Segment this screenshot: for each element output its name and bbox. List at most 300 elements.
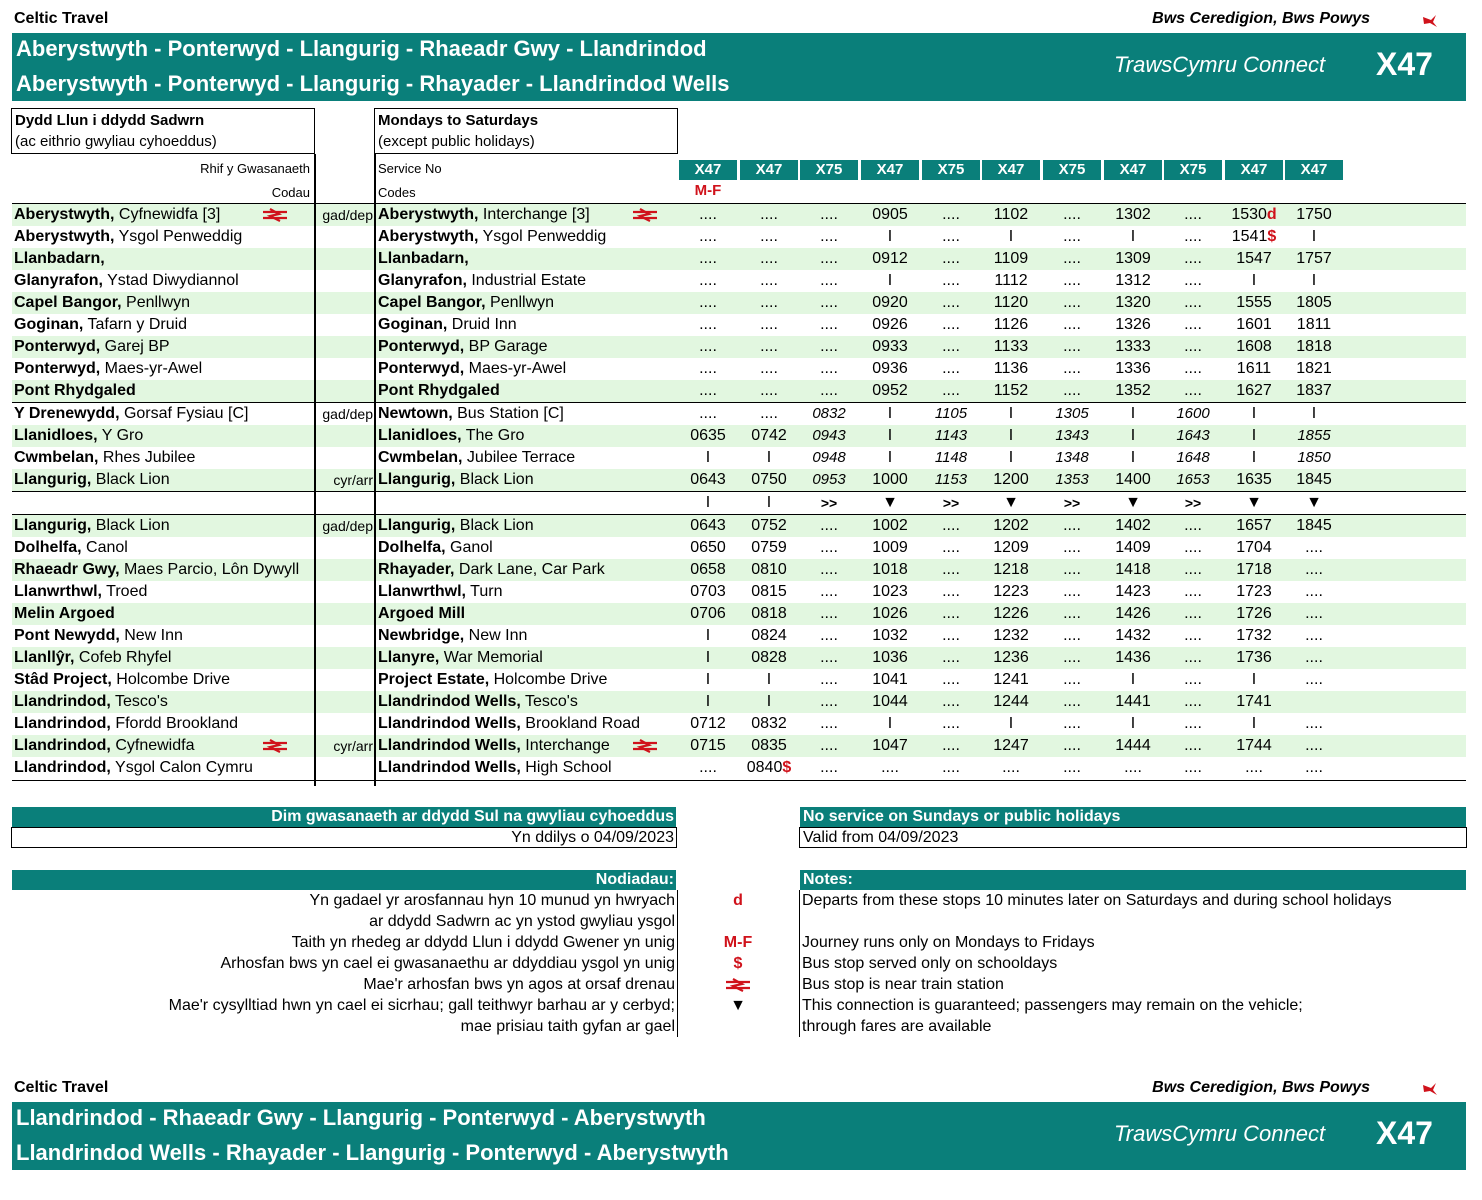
time-cell: 0759 xyxy=(751,539,787,556)
time-cell: .... xyxy=(1063,517,1081,534)
note-text-welsh: Yn gadael yr arosfannau hyn 10 munud yn hwryach xyxy=(309,892,675,909)
time-cell: 1744 xyxy=(1236,737,1272,754)
time-cell: 0835 xyxy=(751,737,787,754)
time-cell: .... xyxy=(942,649,960,666)
time-cell: I xyxy=(1130,405,1136,422)
time-cell: 1047 xyxy=(872,737,908,754)
time-cell: 0926 xyxy=(872,316,908,333)
service-number-4: X47 xyxy=(861,160,919,180)
stop-name-welsh: Cwmbelan, Rhes Jubilee xyxy=(14,449,196,466)
time-cell: .... xyxy=(1063,294,1081,311)
time-cell: .... xyxy=(942,206,960,223)
service-number-5: X75 xyxy=(922,160,980,180)
time-cell: I xyxy=(1130,715,1136,732)
time-cell: 1343 xyxy=(1055,427,1089,444)
service-number-3: X75 xyxy=(800,160,858,180)
time-cell: .... xyxy=(820,517,838,534)
time-cell: .... xyxy=(1184,649,1202,666)
stop-name-welsh: Llangurig, Black Lion xyxy=(14,517,170,534)
time-cell: 1837 xyxy=(1296,382,1332,399)
time-cell: 1845 xyxy=(1296,471,1332,488)
stop-name-welsh: Llanbadarn, xyxy=(14,250,105,267)
time-cell: .... xyxy=(760,405,778,422)
service-number-11: X47 xyxy=(1285,160,1343,180)
time-cell: .... xyxy=(699,338,717,355)
time-cell: .... xyxy=(1184,338,1202,355)
time-cell: 1109 xyxy=(993,250,1029,267)
time-cell: .... xyxy=(760,228,778,245)
time-cell: 1200 xyxy=(993,471,1029,488)
time-cell: .... xyxy=(1305,671,1323,688)
time-cell: 1426 xyxy=(1115,605,1151,622)
connection-symbol: >> xyxy=(1184,495,1202,511)
stop-row xyxy=(12,226,1466,248)
time-cell: I xyxy=(887,228,893,245)
stop-row xyxy=(12,537,1466,559)
time-cell: 1009 xyxy=(872,539,908,556)
time-cell: .... xyxy=(1184,715,1202,732)
time-cell: 0752 xyxy=(751,517,787,534)
stop-name-english: Newtown, Bus Station [C] xyxy=(378,405,564,422)
time-cell: .... xyxy=(942,693,960,710)
time-cell: 1400 xyxy=(1115,471,1151,488)
time-cell: I xyxy=(1311,228,1317,245)
stop-name-english: Llandrindod Wells, Brookland Road xyxy=(378,715,641,732)
time-cell: 1855 xyxy=(1297,427,1331,444)
days-english-subtitle: (except public holidays) xyxy=(378,133,535,150)
time-cell: .... xyxy=(1184,759,1202,776)
time-cell: .... xyxy=(820,272,838,289)
time-cell: I xyxy=(1008,715,1014,732)
time-cell: 1320 xyxy=(1115,294,1151,311)
journey-code: M-F xyxy=(694,182,722,199)
connection-symbol: >> xyxy=(1063,495,1081,511)
stop-name-english: Newbridge, New Inn xyxy=(378,627,528,644)
time-cell: .... xyxy=(820,737,838,754)
footer-route-title-welsh: Llandrindod - Rhaeadr Gwy - Llangurig - Ponterwyd - Aberystwyth xyxy=(16,1105,706,1130)
time-cell: .... xyxy=(820,382,838,399)
time-cell: I xyxy=(887,272,893,289)
time-cell: 1102 xyxy=(993,206,1029,223)
time-cell: 1805 xyxy=(1296,294,1332,311)
column-divider xyxy=(314,154,316,786)
time-cell: 0936 xyxy=(872,360,908,377)
stop-name-welsh: Llandrindod, Tesco's xyxy=(14,693,168,710)
time-cell: 0742 xyxy=(751,427,787,444)
time-cell: 1302 xyxy=(1115,206,1151,223)
time-cell: 1105 xyxy=(934,405,968,422)
stop-row xyxy=(12,469,1466,491)
note-text-welsh: Taith yn rhedeg ar ddydd Llun i ddydd Gwener yn unig xyxy=(291,934,675,951)
time-cell: .... xyxy=(699,228,717,245)
time-cell: 1541$ xyxy=(1231,228,1277,245)
time-cell: 1432 xyxy=(1115,627,1151,644)
time-cell: .... xyxy=(760,294,778,311)
time-cell: .... xyxy=(1305,715,1323,732)
time-cell: I xyxy=(766,671,772,688)
time-cell: 0828 xyxy=(751,649,787,666)
valid-from-english: Valid from 04/09/2023 xyxy=(799,827,1467,848)
note-text-english: This connection is guaranteed; passengers may remain on the vehicle; xyxy=(802,997,1303,1014)
time-cell: 1818 xyxy=(1296,338,1332,355)
stop-row xyxy=(12,314,1466,336)
time-cell: .... xyxy=(1305,737,1323,754)
dep-arr-label: cyr/arr xyxy=(333,472,373,488)
stop-row xyxy=(12,757,1466,779)
time-cell: I xyxy=(705,693,711,710)
stop-row xyxy=(12,647,1466,669)
stop-row xyxy=(12,713,1466,735)
time-cell: I xyxy=(1251,427,1257,444)
service-number-7: X75 xyxy=(1043,160,1101,180)
dep-arr-label: gad/dep xyxy=(322,406,373,422)
stop-row xyxy=(12,403,1466,425)
time-cell: 1726 xyxy=(1236,605,1272,622)
time-cell: I xyxy=(766,693,772,710)
time-cell: 0715 xyxy=(690,737,726,754)
stop-row xyxy=(12,735,1466,757)
rail-station-icon xyxy=(632,208,658,222)
time-cell: .... xyxy=(1063,206,1081,223)
note-symbol: ▼ xyxy=(730,997,746,1014)
time-cell: I xyxy=(1251,272,1257,289)
time-cell: 1223 xyxy=(993,583,1029,600)
stop-name-english: Llanidloes, The Gro xyxy=(378,427,525,444)
connection-row xyxy=(12,492,1466,514)
time-cell: .... xyxy=(1063,649,1081,666)
time-cell: .... xyxy=(1184,206,1202,223)
time-cell: 1041 xyxy=(872,671,908,688)
time-cell: .... xyxy=(699,316,717,333)
stop-name-welsh: Pont Rhydgaled xyxy=(14,382,136,399)
days-box-english xyxy=(374,108,678,154)
stop-name-welsh: Llanidloes, Y Gro xyxy=(14,427,144,444)
dep-arr-label: gad/dep xyxy=(322,207,373,223)
time-cell: .... xyxy=(1305,583,1323,600)
time-cell: I xyxy=(1251,405,1257,422)
stop-row xyxy=(12,248,1466,270)
time-cell: .... xyxy=(1184,693,1202,710)
time-cell: .... xyxy=(760,338,778,355)
stop-name-welsh: Melin Argoed xyxy=(14,605,115,622)
time-cell: .... xyxy=(942,360,960,377)
time-cell: .... xyxy=(942,759,960,776)
time-cell: .... xyxy=(1063,360,1081,377)
stop-name-welsh: Stâd Project, Holcombe Drive xyxy=(14,671,231,688)
time-cell: .... xyxy=(1002,759,1020,776)
time-cell: .... xyxy=(1184,316,1202,333)
time-cell: 0933 xyxy=(872,338,908,355)
stop-name-english: Llandrindod Wells, Tesco's xyxy=(378,693,578,710)
time-cell: 0650 xyxy=(690,539,726,556)
time-cell: 1236 xyxy=(993,649,1029,666)
stop-row xyxy=(12,425,1466,447)
no-service-welsh: Dim gwasanaeth ar ddydd Sul na gwyliau cyhoeddus xyxy=(12,807,676,827)
time-cell: .... xyxy=(1184,671,1202,688)
stop-name-welsh: Rhaeadr Gwy, Maes Parcio, Lôn Dywyll xyxy=(14,561,300,578)
time-cell: .... xyxy=(1063,737,1081,754)
time-cell: .... xyxy=(699,294,717,311)
service-number-8: X47 xyxy=(1104,160,1162,180)
time-cell: I xyxy=(887,449,893,466)
note-text-welsh: mae prisiau taith gyfan ar gael xyxy=(460,1018,675,1035)
route-title-english: Aberystwyth - Ponterwyd - Llangurig - Rhayader - Llandrindod Wells xyxy=(16,71,730,96)
time-cell: 1152 xyxy=(993,382,1029,399)
note-text-english: Departs from these stops 10 minutes later on Saturdays and during school holidays xyxy=(802,892,1392,909)
time-cell: 1143 xyxy=(934,427,968,444)
time-cell: .... xyxy=(942,605,960,622)
time-cell: 0943 xyxy=(812,427,846,444)
no-service-english: No service on Sundays or public holidays xyxy=(800,807,1466,827)
time-cell: .... xyxy=(760,360,778,377)
time-cell: I xyxy=(1311,272,1317,289)
service-no-label-english: Service No xyxy=(378,161,442,176)
time-cell: I xyxy=(1130,228,1136,245)
time-cell: .... xyxy=(820,228,838,245)
time-cell: .... xyxy=(1305,649,1323,666)
time-cell: .... xyxy=(820,539,838,556)
time-cell: .... xyxy=(1305,539,1323,556)
time-cell: .... xyxy=(881,759,899,776)
time-cell: 1326 xyxy=(1115,316,1151,333)
time-cell: .... xyxy=(1184,539,1202,556)
time-cell: 1601 xyxy=(1236,316,1272,333)
time-cell: .... xyxy=(1063,338,1081,355)
time-cell: 1305 xyxy=(1055,405,1089,422)
note-text-english: Bus stop is near train station xyxy=(802,976,1004,993)
time-cell: 1409 xyxy=(1115,539,1151,556)
note-text-welsh: Mae'r cysylltiad hwn yn cael ei sicrhau; gall teithwyr barhau ar y cerbyd; xyxy=(168,997,675,1014)
brand-name: TrawsCymru Connect xyxy=(1114,52,1326,77)
time-cell: 1850 xyxy=(1297,449,1331,466)
time-cell: .... xyxy=(699,272,717,289)
footer-brand-name: TrawsCymru Connect xyxy=(1114,1121,1326,1146)
time-cell: .... xyxy=(699,382,717,399)
time-cell: .... xyxy=(1184,517,1202,534)
time-cell: 1247 xyxy=(993,737,1029,754)
note-symbol: M-F xyxy=(723,934,753,951)
stop-row xyxy=(12,336,1466,358)
stop-row xyxy=(12,559,1466,581)
footer-route-title-english: Llandrindod Wells - Rhayader - Llangurig - Ponterwyd - Aberystwyth xyxy=(16,1140,729,1165)
time-cell: 0905 xyxy=(872,206,908,223)
time-cell: 1309 xyxy=(1115,250,1151,267)
column-divider xyxy=(374,154,376,786)
time-cell: 0952 xyxy=(872,382,908,399)
time-cell: I xyxy=(887,715,893,732)
time-cell: .... xyxy=(942,737,960,754)
time-cell: .... xyxy=(942,250,960,267)
time-cell: .... xyxy=(1063,382,1081,399)
time-cell: .... xyxy=(1305,759,1323,776)
time-cell: I xyxy=(887,405,893,422)
time-cell: .... xyxy=(1063,228,1081,245)
connection-symbol: ▼ xyxy=(1003,494,1019,511)
time-cell: I xyxy=(1251,449,1257,466)
time-cell: .... xyxy=(1184,583,1202,600)
time-cell: .... xyxy=(1184,627,1202,644)
time-cell: .... xyxy=(820,715,838,732)
connection-symbol: >> xyxy=(820,495,838,511)
time-cell: 0815 xyxy=(751,583,787,600)
time-cell: .... xyxy=(942,539,960,556)
stop-name-welsh: Pont Newydd, New Inn xyxy=(14,627,183,644)
codes-label-english: Codes xyxy=(378,185,416,200)
stop-row xyxy=(12,447,1466,469)
time-cell: I xyxy=(1008,405,1014,422)
connection-symbol: ▼ xyxy=(1125,494,1141,511)
time-cell: 1136 xyxy=(993,360,1029,377)
time-cell: .... xyxy=(1063,759,1081,776)
time-cell: 1627 xyxy=(1236,382,1272,399)
time-cell: 1018 xyxy=(872,561,908,578)
time-cell: 1232 xyxy=(993,627,1029,644)
time-cell: 1811 xyxy=(1296,316,1332,333)
service-number-1: X47 xyxy=(679,160,737,180)
stop-name-welsh: Llandrindod, Ysgol Calon Cymru xyxy=(14,759,253,776)
days-box-welsh xyxy=(11,108,315,154)
stop-name-english: Aberystwyth, Interchange [3] xyxy=(378,206,590,223)
time-cell: .... xyxy=(942,294,960,311)
service-number-2: X47 xyxy=(740,160,798,180)
stop-name-english: Glanyrafon, Industrial Estate xyxy=(378,272,587,289)
stop-name-english: Rhayader, Dark Lane, Car Park xyxy=(378,561,605,578)
stop-name-english: Dolhelfa, Ganol xyxy=(378,539,493,556)
service-number-6: X47 xyxy=(982,160,1040,180)
stop-name-welsh: Goginan, Tafarn y Druid xyxy=(14,316,188,333)
footer-operator-name: Celtic Travel xyxy=(14,1079,109,1096)
time-cell: 1723 xyxy=(1236,583,1272,600)
stop-row xyxy=(12,625,1466,647)
time-cell: .... xyxy=(699,405,717,422)
time-cell: .... xyxy=(1184,561,1202,578)
stop-name-welsh: Aberystwyth, Cyfnewidfa [3] xyxy=(14,206,221,223)
stop-row xyxy=(12,603,1466,625)
valid-from-welsh: Yn ddilys o 04/09/2023 xyxy=(11,827,677,848)
time-cell: .... xyxy=(699,759,717,776)
note-text-welsh: ar ddydd Sadwrn ac yn ystod gwyliau ysgol xyxy=(369,913,675,930)
time-cell: 1555 xyxy=(1236,294,1272,311)
time-cell: .... xyxy=(942,715,960,732)
stop-name-welsh: Ponterwyd, Garej BP xyxy=(14,338,170,355)
time-cell: 1444 xyxy=(1115,737,1151,754)
time-cell: I xyxy=(1311,405,1317,422)
time-cell: .... xyxy=(1245,759,1263,776)
time-cell: .... xyxy=(820,206,838,223)
time-cell: .... xyxy=(820,649,838,666)
stop-row xyxy=(12,581,1466,603)
time-cell: 1821 xyxy=(1296,360,1332,377)
note-text-welsh: Mae'r arhosfan bws yn agos at orsaf drenau xyxy=(363,976,675,993)
stop-row xyxy=(12,358,1466,380)
time-cell: 1202 xyxy=(993,517,1029,534)
connection-symbol: ▼ xyxy=(1306,494,1322,511)
time-cell: .... xyxy=(1063,561,1081,578)
connection-symbol: ▼ xyxy=(882,494,898,511)
time-cell: .... xyxy=(1124,759,1142,776)
time-cell: .... xyxy=(820,605,838,622)
days-english-title: Mondays to Saturdays xyxy=(378,112,539,129)
time-cell: I xyxy=(887,427,893,444)
time-cell: I xyxy=(705,627,711,644)
stop-row xyxy=(12,270,1466,292)
stop-name-english: Project Estate, Holcombe Drive xyxy=(378,671,608,688)
brands-label: Bws Ceredigion, Bws Powys xyxy=(1152,10,1370,27)
stop-name-welsh: Llanwrthwl, Troed xyxy=(14,583,148,600)
stop-name-welsh: Y Drenewydd, Gorsaf Fysiau [C] xyxy=(14,405,249,422)
time-cell: 1718 xyxy=(1236,561,1272,578)
footer-brands-label: Bws Ceredigion, Bws Powys xyxy=(1152,1079,1370,1096)
stop-name-english: Llanbadarn, xyxy=(378,250,469,267)
kite-logo-icon xyxy=(1422,14,1438,28)
rail-station-icon xyxy=(262,208,288,222)
time-cell: .... xyxy=(1063,627,1081,644)
time-cell: .... xyxy=(1063,272,1081,289)
note-text-english: Journey runs only on Mondays to Fridays xyxy=(802,934,1095,951)
stop-name-english: Argoed Mill xyxy=(378,605,466,622)
stop-name-english: Llandrindod Wells, Interchange xyxy=(378,737,610,754)
stop-name-english: Cwmbelan, Jubilee Terrace xyxy=(378,449,576,466)
stop-name-welsh: Llanllŷr, Cofeb Rhyfel xyxy=(14,649,172,666)
time-cell: .... xyxy=(942,272,960,289)
time-cell: I xyxy=(705,649,711,666)
time-cell: .... xyxy=(1063,605,1081,622)
time-cell: .... xyxy=(942,382,960,399)
notes-divider-right xyxy=(799,890,800,1037)
time-cell: 1241 xyxy=(993,671,1029,688)
days-welsh-title: Dydd Llun i ddydd Sadwrn xyxy=(15,112,205,129)
time-cell: 1044 xyxy=(872,693,908,710)
time-cell: 1036 xyxy=(872,649,908,666)
connection-symbol: I xyxy=(766,494,772,511)
time-cell: .... xyxy=(942,338,960,355)
stop-name-english: Ponterwyd, Maes-yr-Awel xyxy=(378,360,567,377)
time-cell: .... xyxy=(820,759,838,776)
stop-name-english: Goginan, Druid Inn xyxy=(378,316,517,333)
codes-label-welsh: Codau xyxy=(271,185,310,200)
time-cell: I xyxy=(1008,449,1014,466)
time-cell: 0948 xyxy=(812,449,846,466)
time-cell: .... xyxy=(760,272,778,289)
notes-title-welsh: Nodiadau: xyxy=(12,870,676,890)
time-cell: I xyxy=(1008,228,1014,245)
time-cell: .... xyxy=(1063,539,1081,556)
time-cell: .... xyxy=(1063,715,1081,732)
time-cell: .... xyxy=(760,316,778,333)
stop-name-welsh: Ponterwyd, Maes-yr-Awel xyxy=(14,360,203,377)
time-cell: 1133 xyxy=(993,338,1029,355)
time-cell: 1312 xyxy=(1115,272,1151,289)
time-cell: .... xyxy=(699,250,717,267)
time-cell: .... xyxy=(699,360,717,377)
time-cell: .... xyxy=(1184,294,1202,311)
time-cell: 1209 xyxy=(993,539,1029,556)
time-cell: 1120 xyxy=(993,294,1029,311)
time-cell: .... xyxy=(699,206,717,223)
time-cell: .... xyxy=(820,360,838,377)
time-cell: 1348 xyxy=(1055,449,1089,466)
time-cell: 1000 xyxy=(872,471,908,488)
stop-row xyxy=(12,292,1466,314)
time-cell: .... xyxy=(820,583,838,600)
stop-name-welsh: Llandrindod, Cyfnewidfa xyxy=(14,737,195,754)
time-cell: .... xyxy=(942,583,960,600)
time-cell: I xyxy=(1251,671,1257,688)
note-symbol: d xyxy=(733,892,743,909)
time-cell: .... xyxy=(942,228,960,245)
stop-row xyxy=(12,204,1466,226)
time-cell: 1635 xyxy=(1236,471,1272,488)
